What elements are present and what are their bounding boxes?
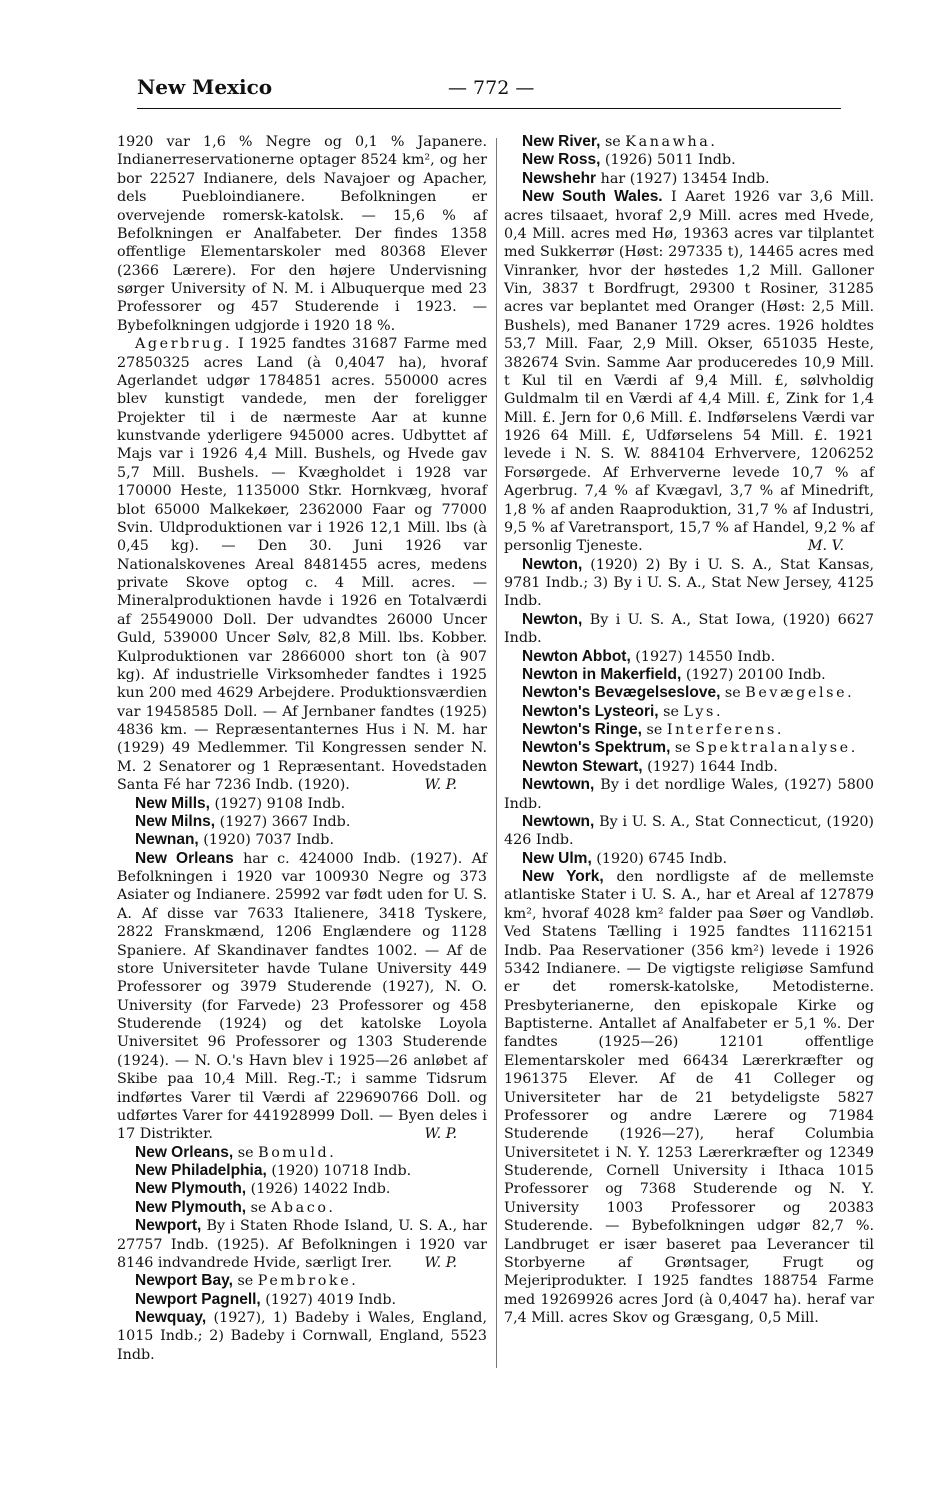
entry bbox=[504, 648, 874, 666]
entry-text: By i U. S. A., Stat Connecticut, (1920) 426 Indb. bbox=[504, 813, 874, 849]
entry-headword: Newton's Bevægelseslove, bbox=[522, 684, 721, 702]
entry-text: (1926) 5011 Indb. bbox=[600, 152, 736, 169]
entry-text: (1927) 14550 Indb. bbox=[630, 648, 776, 665]
cross-reference: Pembroke. bbox=[257, 1273, 359, 1290]
entry-text: (1920) 10718 Indb. bbox=[266, 1163, 412, 1179]
author-signature: W. P. bbox=[424, 1126, 457, 1143]
entry bbox=[117, 1272, 487, 1290]
column-divider bbox=[496, 138, 497, 1368]
entry bbox=[504, 850, 874, 868]
entry bbox=[117, 1309, 487, 1364]
entry bbox=[117, 795, 487, 813]
entry-headword: New York, bbox=[522, 868, 604, 885]
entry bbox=[504, 611, 874, 648]
cross-reference: Bevægelse. bbox=[745, 685, 855, 702]
header-rule bbox=[137, 108, 841, 109]
entry-text: se bbox=[232, 1273, 258, 1290]
entry-headword: Newton, bbox=[522, 610, 583, 628]
entry-text: (1920) 6745 Indb. bbox=[591, 850, 728, 867]
entry-headword: Newport, bbox=[135, 1217, 202, 1235]
right-column bbox=[504, 133, 874, 1327]
entry-headword: New Orleans bbox=[135, 849, 234, 867]
entry-text: By i det nordlige Wales, (1927) 5800 Indb. bbox=[504, 777, 874, 812]
entry-headword: New Philadelphia, bbox=[135, 1162, 267, 1179]
entry bbox=[504, 133, 874, 151]
entry bbox=[504, 703, 874, 721]
cross-reference: Spektralanalyse. bbox=[695, 740, 858, 757]
author-signature: W. P. bbox=[424, 1254, 457, 1271]
entry-text: By i U. S. A., Stat Iowa, (1920) 6627 Indb. bbox=[504, 611, 874, 647]
entry-headword: New Orleans, bbox=[135, 1143, 234, 1161]
entry bbox=[117, 133, 487, 335]
entry-headword: Newquay, bbox=[135, 1309, 207, 1326]
entry bbox=[117, 335, 487, 794]
entry-text: (1927), 1) Badeby i Wales, England, 1015 Indb.; 2) Badeby i Cornwall, England, 5523 Indb. bbox=[117, 1310, 487, 1363]
entry bbox=[117, 1162, 487, 1180]
cross-reference: Kanawha. bbox=[625, 134, 718, 150]
entry bbox=[504, 684, 874, 702]
entry bbox=[117, 813, 487, 831]
page-running-title: New Mexico bbox=[137, 75, 273, 99]
entry-text: (1920) 2) By i U. S. A., Stat Kansas, 9781 Indb.; 3) By i U. S. A., Stat New Jersey, 4125 Indb. bbox=[504, 556, 874, 610]
cross-reference: Lys. bbox=[683, 703, 724, 720]
entry-headword: Newtown, bbox=[522, 776, 595, 794]
entry bbox=[504, 813, 874, 850]
entry bbox=[117, 1199, 487, 1217]
entry-text: se bbox=[658, 703, 684, 720]
entry-headword: Newton's Lysteori, bbox=[522, 702, 659, 720]
page-number: — 772 — bbox=[448, 77, 535, 99]
entry-headword: Newport Pagnell, bbox=[135, 1290, 261, 1308]
entry-text: I Aaret 1926 var 3,6 Mill. acres tilsaaet, hvoraf 2,9 Mill. acres med Hvede, 0,4 Mill. acres med Hø, 19363 acres var tilplantet med Sukkerrør (Høst: 297335 t), 14465 acres med Vinranker, hvor der høstedes 1,2 Mill. Galloner Vin, 3837 t Bordfrugt, 29300 t Rosiner, 31285 acres var beplantet med Oranger (Høst: 2,5 Mill. Bushels), med Bananer 1729 acres. 1926 holdtes 53,7 Mill. Faar, 2,9 Mill. Okser, 651035 Heste, 382674 Svin. Samme Aar produceredes 10,9 Mill. t Kul til en Værdi af 9,4 Mill. £, sølvholdig Guldmalm til en Værdi af 4,4 Mill. £, Zink for 1,4 Mill. £. Jern for 0,6 Mill. £. Indførselens Værdi var 1926 64 Mill. £, Udførselens 54 Mill. £. 1921 levede i N. S. W. 884104 Erhververe, 1206252 Forsørgede. Af Erhververne levede 10,7 % af Agerbrug. 7,4 % af Kvægavl, 3,7 % af Minedrift, 1,8 % af anden Raaproduktion, 31,7 % af Industri, 9,5 % af Varetransport, 15,7 % af Handel, 9,2 % af personlig Tjeneste. bbox=[504, 189, 874, 555]
section-label: Agerbrug. bbox=[135, 336, 233, 353]
entry bbox=[504, 151, 874, 169]
entry bbox=[504, 188, 874, 556]
entry-text: se bbox=[246, 1199, 271, 1216]
entry-headword: Newnan, bbox=[135, 831, 199, 849]
entry-headword: Newton Abbot, bbox=[522, 647, 631, 665]
entry-text: har (1927) 13454 Indb. bbox=[596, 170, 770, 187]
entry-text: 1920 var 1,6 % Negre og 0,1 % Japanere. Indianerreservationerne optager 8524 km², og her bor 22527 Indianere, dels Navajoer og Apacher, dels Puebloindianere. Befolkningen er overvejende romersk-katolsk. — 15,6 % af Befolkningen er Analfabeter. Der findes 1358 offentlige Elementarskoler med 80368 Elever (2366 Lærere). For den højere Undervisning sørger University of N. M. i Albuquerque med 23 Professorer og 457 Studerende i 1923. — Bybefolkningen udgjorde i 1920 18 %. bbox=[117, 134, 487, 334]
entry-headword: New Plymouth, bbox=[135, 1198, 247, 1216]
entry-headword: New Ulm, bbox=[522, 849, 592, 867]
entry bbox=[117, 831, 487, 849]
entry-text: se bbox=[233, 1144, 259, 1161]
entry bbox=[117, 1180, 487, 1198]
entry-text: By i Staten Rhode Island, U. S. A., har 27757 Indb. (1925). Af Befolkningen i 1920 var 8146 indvandrede Hvide, særligt Irer. bbox=[117, 1218, 487, 1271]
entry-headword: Newton in Makerfield, bbox=[522, 665, 682, 683]
entry-headword: Newport Bay, bbox=[135, 1272, 233, 1290]
entry-text: (1927) 9108 Indb. bbox=[209, 795, 346, 812]
entry-headword: New South Wales. bbox=[522, 188, 663, 206]
cross-reference: Interferens. bbox=[666, 722, 785, 738]
entry bbox=[117, 1291, 487, 1309]
entry-text: (1927) 3667 Indb. bbox=[215, 813, 351, 830]
entry-headword: Newshehr bbox=[522, 169, 597, 187]
entry-text: se bbox=[600, 134, 626, 150]
entry bbox=[504, 666, 874, 684]
entry bbox=[504, 170, 874, 188]
entry-text: se bbox=[641, 722, 667, 738]
left-column bbox=[117, 133, 487, 1364]
entry-headword: New Ross, bbox=[522, 151, 601, 169]
cross-reference: Bomuld. bbox=[258, 1144, 337, 1161]
author-signature: M. V. bbox=[807, 538, 844, 555]
entry-text: den nordligste af de mellemste atlantiske Stater i U. S. A., har et Areal af 127879 km², hvoraf 4028 km² falder paa Søer og Vandløb. Ved Statens Tælling i 1925 fandtes 11162151 Indb. Paa Reservationer (356 km²) levede i 1926 5342 Indianere. — De vigtigste religiøse Samfund er det romersk-katolske, Metodisterne. Presbyterianerne, den episkopale Kirke og Baptisterne. Antallet af Analfabeter er 5,1 %. Der fandtes (1925—26) 12101 offentlige Elementarskoler med 66434 Lærerkræfter og 1961375 Elever. Af de 41 Colleger og Universiteter har de 21 betydeligste 5827 Professorer og andre Lærere og 71984 Studerende (1926—27), heraf Columbia Universitetet i N. Y. 1253 Lærerkræfter og 12349 Studerende, Cornell University i Ithaca 1015 Professorer og 7368 Studerende og N. Y. University 1003 Professorer og 20383 Studerende. — Bybefolkningen udgør 82,7 %. Landbruget er især baseret paa Leverancer til Storbyerne af Grøntsager, Frugt og Mejeriprodukter. I 1925 fandtes 188754 Farme med 19269926 acres Jord (à 0,4047 ha). heraf var 7,4 Mill. acres Skov og Græsgang, 0,5 Mill. bbox=[504, 869, 874, 1326]
entry-headword: New River, bbox=[522, 133, 601, 150]
entry bbox=[504, 758, 874, 776]
entry-headword: Newton's Ringe, bbox=[522, 721, 642, 738]
entry bbox=[504, 868, 874, 1327]
entry-text: se bbox=[720, 685, 746, 702]
entry-headword: Newton Stewart, bbox=[522, 757, 643, 775]
entry-text: se bbox=[670, 740, 696, 757]
entry-text: (1927) 20100 Indb. bbox=[681, 666, 826, 683]
entry bbox=[117, 850, 487, 1144]
entry-headword: Newton, bbox=[522, 555, 583, 573]
entry-headword: New Mills, bbox=[135, 794, 210, 812]
entry bbox=[504, 776, 874, 813]
entry-text: har c. 424000 Indb. (1927). Af Befolkningen i 1920 var 100930 Negre og 373 Asiater og Indianere. 25992 var født uden for U. S. A. Af disse var 7633 Italienere, 3418 Tyskere, 2822 Franskmænd, 1206 Englændere og 1128 Spaniere. Af Skandinaver fandtes 1002. — Af de store Universiteter havde Tulane University 449 Professorer og 3979 Studerende (1927), N. O. University (for Farvede) 23 Professorer og 458 Studerende (1924) og det katolske Loyola Universitet 96 Professorer og 1303 Studerende (1924). — N. O.'s Havn blev i 1925—26 anløbet af Skibe paa 10,4 Mill. Reg.-T.; i samme Tidsrum indførtes Varer til Værdi af 229690766 Doll. og udførtes Varer for 441928999 Doll. — Byen deles i 17 Distrikter. bbox=[117, 850, 487, 1143]
entry-text: (1927) 4019 Indb. bbox=[260, 1291, 397, 1308]
entry bbox=[117, 1144, 487, 1162]
entry bbox=[117, 1217, 487, 1272]
author-signature: W. P. bbox=[424, 777, 457, 794]
entry bbox=[504, 556, 874, 611]
entry-headword: Newton's Spektrum, bbox=[522, 739, 671, 757]
entry-text: (1920) 7037 Indb. bbox=[198, 832, 334, 849]
cross-reference: Abaco. bbox=[271, 1199, 336, 1216]
entry-text: (1926) 14022 Indb. bbox=[246, 1181, 391, 1198]
entry-text: I 1925 fandtes 31687 Farme med 27850325 acres Land (à 0,4047 ha), hvoraf Agerlandet udgør 1784851 acres. 550000 acres blev kunstigt vandede, men der foreligger Projekter til i de nærmeste Aar at kunne kunstvande yderligere 945000 acres. Udbyttet af Majs var i 1926 4,4 Mill. Bushels, og Hvede gav 5,7 Mill. Bushels. — Kvægholdet i 1928 var 170000 Heste, 1135000 Stkr. Hornkvæg, hvoraf blot 65000 Malkekøer, 2362000 Faar og 77000 Svin. Uldproduktionen var i 1926 12,1 Mill. lbs (à 0,45 kg). — Den 30. Juni 1926 var Nationalskovenes Areal 8481455 acres, medens private Skove optog c. 4 Mill. acres. — Mineralproduktionen havde i 1926 en Totalværdi af 25549000 Doll. Der udvandtes 26000 Uncer Guld, 539000 Uncer Sølv, 82,8 Mill. lbs. Kobber. Kulproduktionen var 2866000 short ton (à 907 kg). Af industrielle Virksomheder fandtes i 1925 kun 200 med 4629 Arbejdere. Produktionsværdien var 19458585 Doll. — Af Jernbaner fandtes (1925) 4836 km. — Repræsentanternes Hus i N. M. har (1929) 49 Medlemmer. Til Kongressen sender N. M. 2 Senatorer og 1 Repræsentant. Hovedstaden Santa Fé har 7236 Indb. (1920). bbox=[117, 336, 487, 794]
entry-headword: New Milns, bbox=[135, 812, 216, 830]
entry-headword: Newtown, bbox=[522, 812, 595, 830]
entry bbox=[504, 721, 874, 739]
entry bbox=[504, 739, 874, 757]
entry-headword: New Plymouth, bbox=[135, 1180, 247, 1198]
entry-text: (1927) 1644 Indb. bbox=[642, 758, 778, 775]
